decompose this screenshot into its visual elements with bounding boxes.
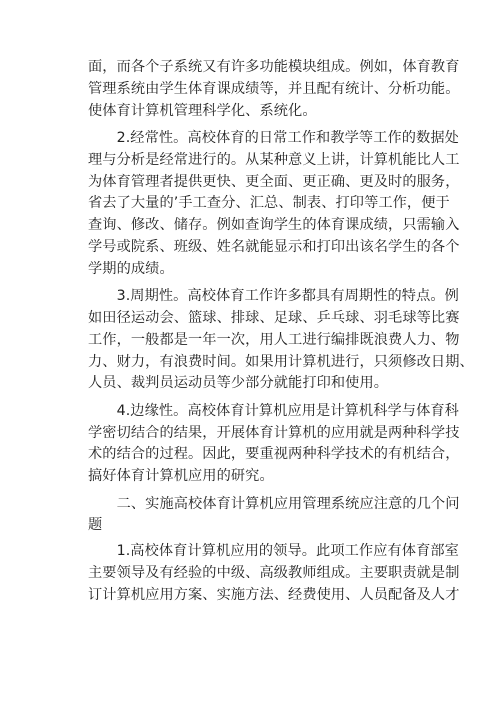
paragraph-point-4 bbox=[88, 401, 460, 488]
text-line: 管理系统由学生体育课成绩等，并且配有统计、分析功能。 bbox=[88, 80, 460, 97]
text-line: 为体育管理者提供更快、更全面、更正确、更及时的服务， bbox=[88, 173, 460, 190]
paragraph-point-2 bbox=[88, 128, 460, 281]
text-line: 面，而各个子系统又有许多功能模块组成。例如，体育教育 bbox=[88, 59, 460, 75]
text-line: 学号或院系、班级、姓名就能显示和打印出该名学生的各个 bbox=[88, 238, 460, 255]
paragraph-point-3 bbox=[88, 286, 474, 395]
section-heading bbox=[88, 494, 460, 538]
text-line: 省去了大量的’手工查分、汇总、制表、打印等工作，便于 bbox=[88, 195, 450, 212]
text-line: 人员、裁判员运动员等少部分就能打印和使用。 bbox=[88, 375, 389, 392]
paragraph-continuation bbox=[88, 57, 460, 122]
text-line: 3.周期性。高校体育工作许多都具有周期性的特点。例 bbox=[88, 288, 459, 305]
text-line: 理与分析是经常进行的。从某种意义上讲，计算机能比人工 bbox=[88, 151, 460, 168]
text-line: 查询、修改、储存。例如查询学生的体育课成绩，只需输入 bbox=[88, 217, 460, 234]
text-line: 学密切结合的结果，开展体育计算机的应用就是两种科学技 bbox=[88, 424, 460, 441]
heading-line: 二、实施高校体育计算机应用管理系统应注意的几个问 bbox=[88, 495, 460, 512]
text-line: 1.高校体育计算机应用的领导。此项工作应有体育部室 bbox=[88, 543, 459, 560]
text-line: 2.经常性。高校体育的日常工作和教学等工作的数据处 bbox=[88, 129, 459, 146]
text-line: 4.边缘性。高校体育计算机应用是计算机科学与体育科 bbox=[88, 402, 459, 419]
text-line: 主要领导及有经验的中级、高级教师组成。主要职责就是制 bbox=[88, 564, 460, 581]
text-line: 术的结合的过程。因此，要重视两种科学技术的有机结合， bbox=[88, 446, 460, 463]
text-line: 订计算机应用方案、实施方法、经费使用、人员配备及人才 bbox=[88, 586, 460, 603]
text-line: 搞好体育计算机应用的研究。 bbox=[88, 468, 274, 485]
heading-line: 题 bbox=[88, 517, 103, 534]
text-line: 学期的成绩。 bbox=[88, 260, 174, 277]
text-line: 力、财力，有浪费时间。如果用计算机进行，只须修改日期、 bbox=[88, 353, 474, 370]
document-body bbox=[88, 57, 474, 612]
text-line: 如田径运动会、篮球、排球、足球、乒乓球、羽毛球等比赛 bbox=[88, 309, 460, 326]
paragraph-point-1 bbox=[88, 541, 460, 606]
text-line: 工作，一般都是一年一次，用人工进行编排既浪费人力、物 bbox=[88, 331, 460, 348]
text-line: 使体育计算机管理科学化、系统化。 bbox=[88, 102, 317, 119]
